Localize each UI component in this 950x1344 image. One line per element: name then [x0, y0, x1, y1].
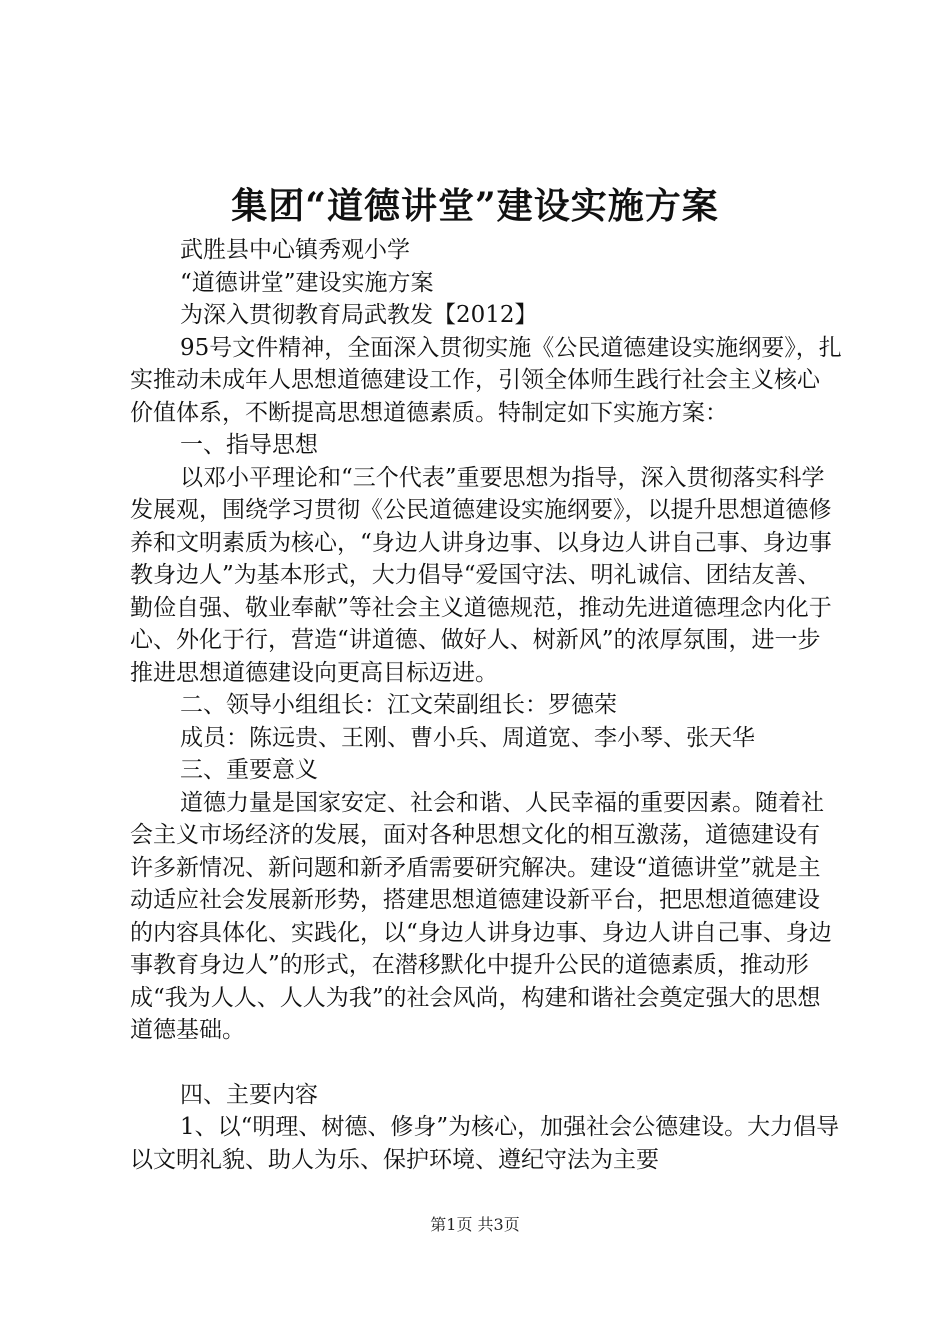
paragraph-school-name: 武胜县中心镇秀观小学 — [180, 237, 410, 263]
paragraph-intro-lead: 为深入贯彻教育局武教发【2012】 — [180, 302, 538, 328]
paragraph-main-content-1: 1、以“明理、树德、修身”为核心，加强社会公德建设。大力倡导以文明礼貌、助人为乐、保护环境、遵纪守法为主要 — [130, 1114, 840, 1173]
paragraph-guiding-thought: 以邓小平理论和“三个代表”重要思想为指导，深入贯彻落实科学发展观，围绕学习贯彻《公民道德建设实施纲要》，以提升思想道德修养和文明素质为核心，“身边人讲身边事、以身边人讲自己事、身边事教身边人”为基本形式，大力倡导“爱国守法、明礼诚信、团结友善、勤俭自强、敬业奉献”等社会主义道德规范，推动先进道德理念内化于心、外化于行，营造“讲道德、做好人、树新风”的浓厚氛围，进一步推进思想道德建设向更高目标迈进。 — [130, 464, 832, 686]
paragraph-significance: 道德力量是国家安定、社会和谐、人民幸福的重要因素。随着社会主义市场经济的发展，面对各种思想文化的相互激荡，道德建设有许多新情况、新问题和新矛盾需要研究解决。建设“道德讲堂”就是主动适应社会发展新形势，搭建思想道德建设新平台，把思想道德建设的内容具体化、实践化，以“身边人讲身边事、身边人讲自己事、身边事教育身边人”的形式，在潜移默化中提升公民的道德素质，推动形成“我为人人、人人为我”的社会风尚，构建和谐社会奠定强大的思想道德基础。 — [130, 789, 832, 1043]
section-heading-main-content: 四、主要内容 — [180, 1081, 318, 1108]
document-title: 集团“道德讲堂”建设实施方案 — [231, 185, 719, 227]
section-heading-guiding-thought: 一、指导思想 — [180, 432, 318, 458]
page-number-footer: 第1页 共3页 — [430, 1215, 520, 1234]
section-heading-leadership: 二、领导小组组长：江文荣副组长：罗德荣 — [180, 692, 617, 718]
section-heading-significance: 三、重要意义 — [180, 757, 318, 783]
paragraph-members: 成员：陈远贵、王刚、曹小兵、周道宽、李小琴、张天华 — [180, 724, 755, 751]
paragraph-subtitle: “道德讲堂”建设实施方案 — [180, 269, 434, 296]
paragraph-intro: 95号文件精神，全面深入贯彻实施《公民道德建设实施纲要》，扎实推动未成年人思想道德建设工作，引领全体师生践行社会主义核心价值体系，不断提高思想道德素质。特制定如下实施方案： — [130, 334, 842, 426]
document-body — [130, 234, 842, 1176]
